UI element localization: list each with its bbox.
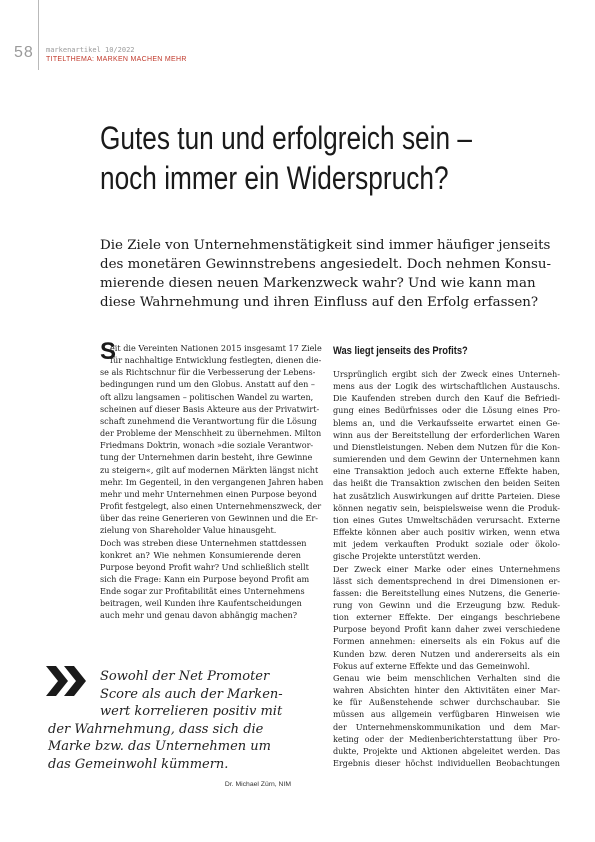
text-line: das heißt die Transaktion zwischen den beiden Seiten [333, 478, 560, 489]
text-line: konkret an? Wie nehmen Konsumierende deren [100, 549, 301, 560]
title-line: Gutes tun und erfolgreich sein – [100, 120, 472, 156]
text-line: Purpose beyond Profit wahr? Und schließlich stellt [100, 561, 309, 572]
text-line: eit die Vereinten Nationen 2015 insgesamt 17 Ziele [110, 343, 322, 353]
drop-cap: S [100, 338, 117, 365]
text-line: winn aus der Bereitstellung der erforderlichen Waren [333, 429, 560, 440]
text-line: mens aus der Logik des wirtschaftlichen Austauschs. [333, 381, 560, 392]
text-line: beitragen, weil Kunden ihre Kaufentscheidungen [100, 598, 302, 609]
quote-line: wert korrelieren positiv mit [100, 704, 283, 720]
text-line: über das reine Generieren von Gewinnen und die Er- [100, 513, 318, 524]
text-line: der Unternehmenskommunikation und dem Mar- [333, 721, 560, 732]
text-line: Die Kaufenden streben durch den Kauf die Befriedi- [333, 393, 560, 404]
text-line: sumierenden und dem Gewinn der Unternehmen kann [333, 454, 560, 465]
text-line: Ende sogar zur Profitabilität eines Unternehmens [100, 586, 305, 597]
page-number: 58 [14, 44, 34, 61]
text-line: Purpose beyond Profit kann daher zwei verschiedene [333, 624, 560, 635]
column-subheading: Was liegt jenseits des Profits? [333, 345, 468, 357]
title-line: noch immer ein Widerspruch? [100, 160, 449, 196]
text-line: Friedmans Doktrin, wonach »die soziale Verantwor- [100, 440, 314, 451]
text-line: blems an, und die Verkaufsseite erwartet einen Ge- [333, 417, 560, 428]
header-divider [38, 0, 39, 70]
text-line: bedingungen rund um den Globus. Anstatt auf den – [100, 379, 315, 390]
text-line: schaft zunehmend die Verantwortung für die Lösung [100, 415, 317, 426]
text-line: Profit festgelegt, also einen Unternehmenszweck, der [100, 501, 322, 512]
magazine-issue: markenartikel 10/2022 [46, 46, 135, 54]
article-title [100, 118, 485, 198]
text-line: tung der Unternehmen darin besteht, ihre Gewinne [100, 452, 313, 463]
text-line: der Probleme der Menschheit zu übernehmen. Milton [100, 428, 322, 439]
text-line: Effekte können aber auch positiv wirken, wenn etwa [333, 527, 560, 538]
text-line: scheinen auf dieser Basis Akteure aus der Privatwirt- [100, 403, 320, 414]
lead-line: des monetären Gewinnstrebens angesiedelt. Doch nehmen Konsu- [100, 257, 552, 272]
quote-line: Sowohl der Net Promoter [100, 669, 270, 684]
text-line: zu steigern«, gilt auf modernen Märkten längst nicht [100, 464, 319, 475]
lead-line: mierende diesen neuen Markenzweck wahr? Und wie kann man [100, 276, 536, 291]
text-line: ke für Außenstehende schwer durchschaubar. Sie [333, 697, 560, 708]
text-line: Kunden bzw. deren Nutzen und andererseits als ein [333, 648, 560, 659]
quote-line: das Gemeinwohl kümmern. [48, 756, 229, 772]
text-line: Fokus auf externe Effekte und das Gemeinwohl. [333, 660, 530, 671]
text-line: Genau wie beim menschlichen Verhalten sind die [333, 672, 560, 683]
text-line: eine Transaktion jedoch auch externe Effekte haben, [333, 466, 560, 477]
text-line: Doch was streben diese Unternehmen stattdessen [100, 537, 307, 548]
text-line: und Dienstleistungen. Neben dem Nutzen für die Kon- [333, 441, 560, 452]
lead-paragraph [100, 236, 570, 312]
text-line: gung eines Bedürfnisses oder die Lösung eines Pro- [333, 405, 560, 416]
text-line: Ergebnis dieser höchst individuellen Beobachtungen [333, 758, 560, 768]
section-label: TITELTHEMA: MARKEN MACHEN MEHR [46, 56, 187, 63]
text-line: lässt sich dementsprechend in drei Dimensionen er- [333, 575, 560, 586]
text-line: Formen annehmen: einerseits als ein Fokus auf die [333, 636, 560, 647]
text-line: tion eines Gutes Umweltschäden verursacht. Externe [333, 514, 560, 525]
text-line: tion externer Effekte. Der eingangs beschriebene [333, 612, 560, 623]
text-line: wahren Absichten hinter den Aktivitäten einer Mar- [333, 685, 560, 696]
text-line: fassen: die Bereitstellung eines Nutzens, die Generie- [333, 587, 560, 598]
body-column-right [333, 368, 560, 769]
text-line: müssen aus allgemein verfügbaren Hinweisen wie [333, 709, 560, 720]
text-line: hat zusätzlich Auswirkungen auf dritte Parteien. Diese [333, 490, 560, 501]
text-line: können negativ sein, beispielsweise wenn die Produk- [333, 502, 560, 513]
text-line: mehr und mehr Unternehmen einen Purpose beyond [100, 488, 317, 499]
text-line: auch mehr und genau davon abhängig machen? [100, 610, 298, 621]
text-line: Ursprünglich ergibt sich der Zweck eines Unterneh- [333, 369, 560, 379]
text-line: für nachhaltige Entwicklung festlegten, dienen die- [110, 355, 322, 366]
pull-quote [48, 668, 308, 774]
text-line: dukte, Projekte und Aktionen abgeleitet werden. Das [333, 745, 560, 756]
text-line: mit jedem verkauften Produkt soziale oder ökolo- [333, 539, 560, 550]
quote-line: Marke bzw. das Unternehmen um [48, 739, 271, 755]
lead-line: diese Wahrnehmung und ihren Einfluss auf den Erfolg erfassen? [100, 295, 539, 310]
quote-line: der Wahrnehmung, dass sich die [48, 721, 264, 737]
text-line: gische Projekte unterstützt werden. [333, 551, 481, 562]
text-line: sich die Frage: Kann ein Purpose beyond Profit am [100, 573, 310, 584]
lead-line: Die Ziele von Unternehmenstätigkeit sind immer häufiger jenseits [100, 238, 551, 253]
body-column-left [100, 338, 324, 622]
text-line: zielung von Shareholder Value hinausgeht. [100, 525, 277, 536]
text-line: rung von Gewinn und die Erzeugung bzw. Reduk- [333, 599, 560, 610]
quote-attribution: Dr. Michael Zürn, NIM [224, 781, 291, 788]
quote-line: Score als auch der Marken- [100, 686, 283, 702]
text-line: Der Zweck einer Marke oder eines Unternehmens [333, 563, 560, 574]
text-line: keting oder der Medienberichterstattung über Pro- [333, 733, 560, 744]
text-line: mehr. Im Gegenteil, in den vergangenen Jahren haben [100, 476, 324, 487]
text-line: oft allzu langsamen – politischen Wandel zu warten, [100, 391, 314, 402]
text-line: se als Richtschnur für die Verbesserung der Lebens- [100, 367, 316, 378]
